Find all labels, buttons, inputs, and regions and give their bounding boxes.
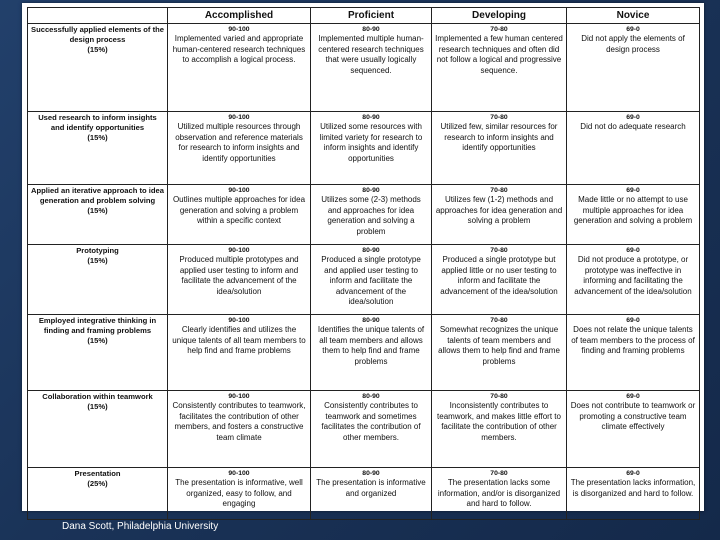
criterion-weight: (15%)	[87, 133, 108, 142]
score-range: 70-80	[490, 317, 508, 324]
score-range: 70-80	[490, 247, 508, 254]
header-accomplished: Accomplished	[168, 8, 311, 24]
rubric-row	[28, 112, 700, 185]
level-cell	[567, 245, 700, 315]
level-cell	[168, 315, 311, 391]
level-description: Produced multiple prototypes and applied user testing to inform and facilitate the advancement of the idea/solution	[179, 255, 299, 296]
level-cell	[567, 315, 700, 391]
score-range: 69-0	[626, 470, 640, 477]
score-range: 70-80	[490, 114, 508, 121]
level-cell	[311, 112, 432, 185]
criterion-cell	[28, 24, 168, 112]
score-range: 80-90	[362, 317, 380, 324]
level-description: The presentation lacks information, is disorganized and hard to follow.	[570, 478, 696, 498]
level-cell	[432, 315, 567, 391]
rubric-row	[28, 24, 700, 112]
score-range: 70-80	[490, 187, 508, 194]
level-cell	[567, 112, 700, 185]
criterion-weight: (25%)	[87, 479, 108, 488]
criterion-cell	[28, 391, 168, 468]
score-range: 90-100	[228, 187, 250, 194]
level-description: Did not apply the elements of design process	[581, 34, 685, 54]
level-cell	[168, 24, 311, 112]
rubric-row	[28, 391, 700, 468]
level-cell	[311, 24, 432, 112]
level-cell	[168, 112, 311, 185]
criterion-label: Presentation	[74, 469, 121, 478]
level-description: Does not contribute to teamwork or promoting a constructive team climate effectively	[570, 401, 696, 431]
rubric-row	[28, 468, 700, 520]
level-description: Identifies the unique talents of all team members and allows them to help find and frame problems	[317, 325, 425, 366]
rubric-table	[27, 7, 700, 520]
score-range: 69-0	[626, 393, 640, 400]
score-range: 70-80	[490, 393, 508, 400]
level-description: Utilized few, similar resources for research to inform insights and identify opportunities	[440, 122, 558, 152]
criterion-label: Applied an iterative approach to idea generation and problem solving	[31, 186, 164, 205]
level-description: Produced a single prototype but applied little or no user testing to inform and facilitate the advancement of the idea/solution	[440, 255, 558, 296]
level-description: Made little or no attempt to use multiple approaches for idea generation and solving a problem	[573, 195, 693, 225]
score-range: 70-80	[490, 470, 508, 477]
level-description: Utilizes few (1-2) methods and approaches for idea generation and solving a problem	[435, 195, 563, 225]
level-cell	[432, 112, 567, 185]
level-cell	[311, 391, 432, 468]
level-cell	[567, 391, 700, 468]
score-range: 80-90	[362, 393, 380, 400]
criterion-weight: (15%)	[87, 336, 108, 345]
level-cell	[311, 315, 432, 391]
level-description: Did not produce a prototype, or prototype was ineffective in informing and facilitating the advancement of the idea/solution	[574, 255, 692, 296]
level-description: Utilized some resources with limited variety for research to inform insights and identify opportunities	[319, 122, 423, 163]
level-description: Consistently contributes to teamwork, facilitates the contribution of other members, and fosters a constructive team climate	[172, 401, 306, 442]
criterion-weight: (15%)	[87, 256, 108, 265]
header-developing: Developing	[432, 8, 567, 24]
corner-header	[28, 8, 168, 24]
level-cell	[311, 245, 432, 315]
criterion-label: Collaboration within teamwork	[42, 392, 153, 401]
level-description: Implemented multiple human-centered research techniques that were usually logically sequenced.	[318, 34, 424, 75]
score-range: 69-0	[626, 247, 640, 254]
score-range: 69-0	[626, 114, 640, 121]
score-range: 69-0	[626, 317, 640, 324]
rubric-row	[28, 245, 700, 315]
level-cell	[567, 468, 700, 520]
level-cell	[432, 391, 567, 468]
level-description: Inconsistently contributes to teamwork, and makes little effort to facilitate the contribution of other members.	[437, 401, 561, 442]
score-range: 80-90	[362, 187, 380, 194]
score-range: 90-100	[228, 26, 250, 33]
level-cell	[168, 391, 311, 468]
criterion-label: Successfully applied elements of the design process	[31, 25, 164, 44]
score-range: 69-0	[626, 187, 640, 194]
rubric-row	[28, 185, 700, 245]
level-description: The presentation lacks some information, and/or is disorganized and hard to follow.	[437, 478, 561, 508]
criterion-cell	[28, 245, 168, 315]
level-description: Clearly identifies and utilizes the unique talents of all team members to help find and frame problems	[172, 325, 306, 355]
score-range: 80-90	[362, 470, 380, 477]
level-cell	[432, 468, 567, 520]
level-description: Implemented varied and appropriate human-centered research techniques to accomplish a logical process.	[172, 34, 306, 64]
level-description: Utilized multiple resources through observation and reference materials for research to inform insights and identify opportunities	[175, 122, 303, 163]
score-range: 90-100	[228, 247, 250, 254]
level-cell	[432, 24, 567, 112]
level-cell	[311, 185, 432, 245]
level-description: Somewhat recognizes the unique talents of team members and allows them to help find and frame problems	[438, 325, 560, 366]
level-description: Does not relate the unique talents of team members to the process of finding and framing problems	[571, 325, 695, 355]
score-range: 80-90	[362, 247, 380, 254]
score-range: 90-100	[228, 470, 250, 477]
criterion-cell	[28, 315, 168, 391]
score-range: 69-0	[626, 26, 640, 33]
header-novice: Novice	[567, 8, 700, 24]
level-cell	[432, 245, 567, 315]
author-credit: Dana Scott, Philadelphia University	[62, 521, 219, 532]
level-description: Outlines multiple approaches for idea generation and solving a problem within a specific context	[172, 195, 306, 225]
score-range: 80-90	[362, 114, 380, 121]
level-description: The presentation is informative, well organized, easy to follow, and engaging	[175, 478, 303, 508]
level-cell	[168, 468, 311, 520]
criterion-weight: (15%)	[87, 206, 108, 215]
level-description: Implemented a few human centered research techniques and often did not follow a logical and progressive sequence.	[435, 34, 563, 75]
level-description: Consistently contributes to teamwork and sometimes facilitates the contribution of other members.	[321, 401, 421, 442]
score-range: 70-80	[490, 26, 508, 33]
criterion-label: Employed integrative thinking in finding and framing problems	[38, 316, 157, 335]
score-range: 90-100	[228, 114, 250, 121]
rubric-row	[28, 315, 700, 391]
level-cell	[432, 185, 567, 245]
level-cell	[311, 468, 432, 520]
header-row	[28, 8, 700, 24]
level-description: Produced a single prototype and applied user testing to inform and facilitate the advancement of the idea/solution	[321, 255, 421, 306]
criterion-label: Used research to inform insights and identify opportunities	[38, 113, 157, 132]
criterion-cell	[28, 468, 168, 520]
level-description: Did not do adequate research	[580, 122, 686, 131]
criterion-cell	[28, 112, 168, 185]
score-range: 90-100	[228, 393, 250, 400]
level-cell	[567, 24, 700, 112]
header-proficient: Proficient	[311, 8, 432, 24]
level-cell	[168, 185, 311, 245]
level-cell	[168, 245, 311, 315]
slide-frame	[22, 3, 704, 511]
criterion-label: Prototyping	[76, 246, 119, 255]
level-description: The presentation is informative and organized	[316, 478, 426, 498]
level-description: Utilizes some (2-3) methods and approaches for idea generation and solving a problem	[321, 195, 421, 236]
criterion-weight: (15%)	[87, 402, 108, 411]
score-range: 80-90	[362, 26, 380, 33]
criterion-weight: (15%)	[87, 45, 108, 54]
criterion-cell	[28, 185, 168, 245]
level-cell	[567, 185, 700, 245]
score-range: 90-100	[228, 317, 250, 324]
